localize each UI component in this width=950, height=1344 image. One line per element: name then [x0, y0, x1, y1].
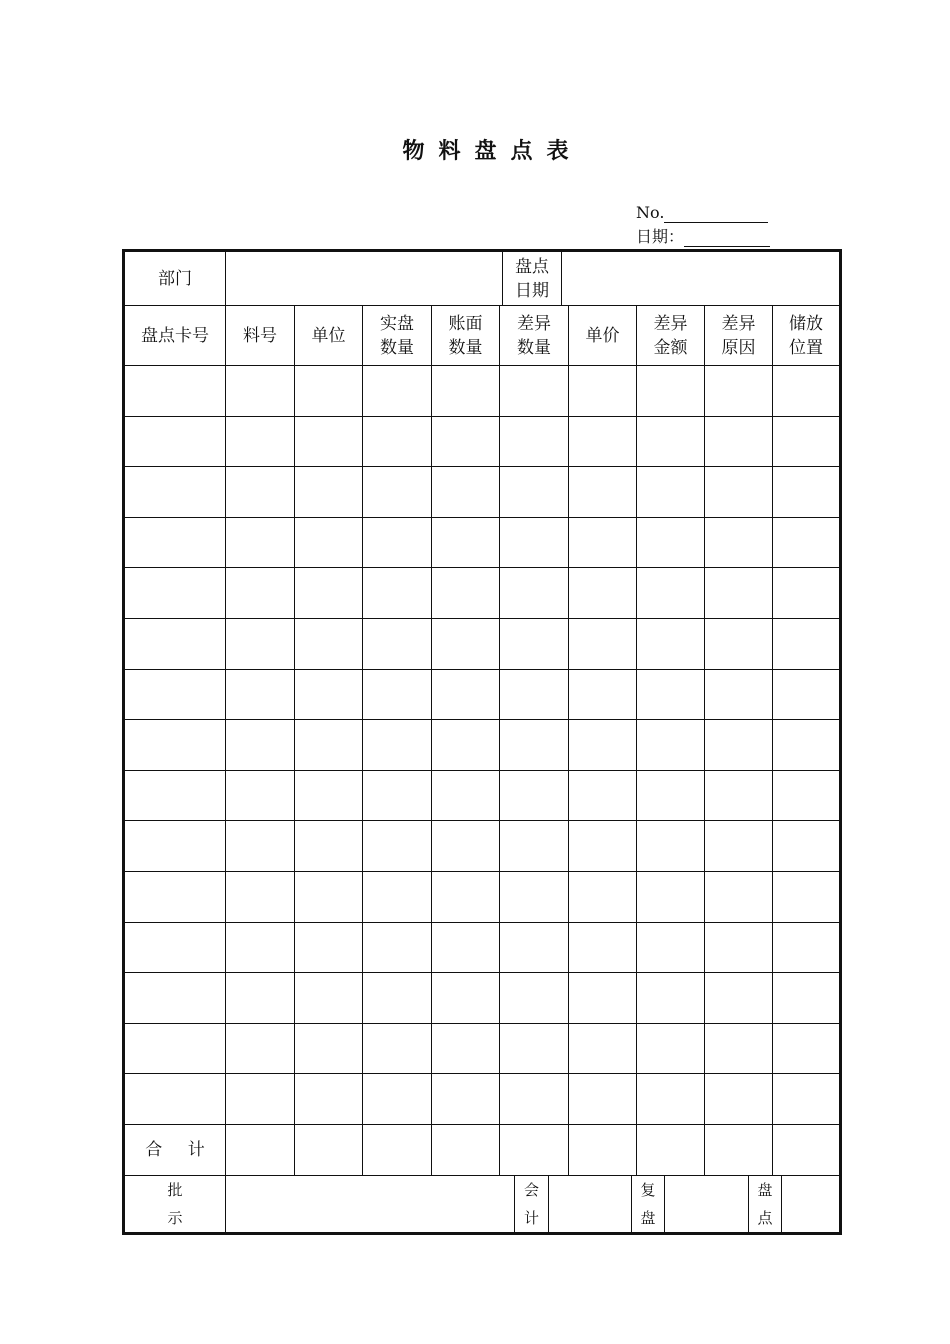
- table-cell[interactable]: [500, 872, 569, 922]
- table-cell[interactable]: [705, 670, 773, 720]
- table-cell[interactable]: [569, 1074, 637, 1124]
- table-cell[interactable]: [295, 1074, 363, 1124]
- table-cell[interactable]: [569, 568, 637, 618]
- table-row: [125, 417, 839, 468]
- approval-label-cell: [125, 1175, 226, 1232]
- header-label: 单位: [311, 325, 346, 346]
- table-cell[interactable]: [125, 1024, 226, 1074]
- table-cell[interactable]: [773, 1074, 839, 1124]
- table-cell[interactable]: [705, 821, 773, 871]
- table-cell[interactable]: [500, 568, 569, 618]
- table-cell[interactable]: [773, 720, 839, 770]
- table-cell[interactable]: [500, 619, 569, 669]
- table-cell[interactable]: [226, 973, 295, 1023]
- table-cell[interactable]: [295, 771, 363, 821]
- table-cell[interactable]: [363, 518, 432, 568]
- table-cell[interactable]: [226, 923, 295, 973]
- table-row: [125, 1074, 839, 1125]
- table-cell[interactable]: [637, 670, 705, 720]
- table-cell[interactable]: [705, 467, 773, 517]
- table-cell[interactable]: [125, 619, 226, 669]
- table-cell[interactable]: [500, 1074, 569, 1124]
- table-cell[interactable]: [125, 366, 226, 416]
- table-cell[interactable]: [569, 1125, 637, 1175]
- form-title: 物料盘点表: [402, 139, 583, 164]
- table-cell[interactable]: [432, 417, 500, 467]
- table-cell[interactable]: [773, 1024, 839, 1074]
- table-cell[interactable]: [432, 923, 500, 973]
- table-cell[interactable]: [637, 366, 705, 416]
- table-cell[interactable]: [226, 1024, 295, 1074]
- table-cell[interactable]: [773, 670, 839, 720]
- table-cell[interactable]: [500, 670, 569, 720]
- department-label: 部门: [158, 268, 192, 289]
- table-cell[interactable]: [125, 417, 226, 467]
- table-cell[interactable]: [295, 518, 363, 568]
- table-cell[interactable]: [226, 872, 295, 922]
- department-field[interactable]: [226, 252, 503, 305]
- table-cell[interactable]: [569, 821, 637, 871]
- table-cell[interactable]: [637, 720, 705, 770]
- header-label: 差异 金额: [653, 313, 688, 358]
- header-cell: [125, 306, 226, 365]
- table-cell[interactable]: [295, 366, 363, 416]
- table-cell[interactable]: [295, 1024, 363, 1074]
- table-cell[interactable]: [773, 467, 839, 517]
- table-cell[interactable]: [500, 366, 569, 416]
- table-cell[interactable]: [569, 619, 637, 669]
- table-cell[interactable]: [773, 619, 839, 669]
- table-cell[interactable]: [125, 973, 226, 1023]
- table-cell[interactable]: [500, 923, 569, 973]
- header-cell: [637, 306, 705, 365]
- table-cell[interactable]: [432, 670, 500, 720]
- table-cell[interactable]: [637, 417, 705, 467]
- header-cell: [705, 306, 773, 365]
- table-cell[interactable]: [363, 366, 432, 416]
- table-cell[interactable]: [637, 771, 705, 821]
- table-cell[interactable]: [432, 720, 500, 770]
- signature-row: [125, 1175, 839, 1232]
- table-cell[interactable]: [637, 1024, 705, 1074]
- table-row: [125, 872, 839, 923]
- table-cell[interactable]: [500, 973, 569, 1023]
- table-cell[interactable]: [569, 366, 637, 416]
- table-row: [125, 467, 839, 518]
- header-cell: [363, 306, 432, 365]
- accounting-label: 会 计: [523, 1180, 539, 1227]
- table-cell[interactable]: [773, 366, 839, 416]
- form-date-label: 日期：: [636, 227, 685, 246]
- table-cell[interactable]: [295, 720, 363, 770]
- table-row: [125, 973, 839, 1024]
- table-cell[interactable]: [705, 568, 773, 618]
- table-cell[interactable]: [773, 518, 839, 568]
- table-cell[interactable]: [705, 518, 773, 568]
- department-label-cell: [125, 252, 226, 305]
- table-cell[interactable]: [705, 872, 773, 922]
- table-cell[interactable]: [226, 518, 295, 568]
- table-cell[interactable]: [363, 973, 432, 1023]
- table-cell[interactable]: [500, 417, 569, 467]
- table-cell[interactable]: [432, 1074, 500, 1124]
- table-cell[interactable]: [705, 923, 773, 973]
- table-cell[interactable]: [773, 973, 839, 1023]
- review-field[interactable]: [665, 1175, 749, 1232]
- table-cell[interactable]: [773, 923, 839, 973]
- accounting-field[interactable]: [549, 1175, 632, 1232]
- count-date-label: 盘点 日期: [515, 256, 549, 301]
- table-cell[interactable]: [705, 619, 773, 669]
- table-row: [125, 1024, 839, 1075]
- table-cell[interactable]: [569, 417, 637, 467]
- table-cell[interactable]: [500, 720, 569, 770]
- table-cell[interactable]: [432, 366, 500, 416]
- table-cell[interactable]: [500, 1125, 569, 1175]
- accounting-label-cell: [515, 1175, 549, 1232]
- table-cell[interactable]: [637, 467, 705, 517]
- review-label-cell: [632, 1175, 665, 1232]
- table-cell[interactable]: [773, 771, 839, 821]
- table-cell[interactable]: [569, 923, 637, 973]
- form-number-field[interactable]: [664, 206, 768, 223]
- table-cell[interactable]: [363, 1125, 432, 1175]
- table-cell[interactable]: [705, 1074, 773, 1124]
- table-row: [125, 366, 839, 417]
- table-row: [125, 670, 839, 721]
- table-cell[interactable]: [637, 1074, 705, 1124]
- table-cell[interactable]: [569, 670, 637, 720]
- review-label: 复 盘: [640, 1180, 656, 1227]
- count-date-field[interactable]: [562, 252, 839, 305]
- table-cell[interactable]: [773, 568, 839, 618]
- table-cell[interactable]: [125, 568, 226, 618]
- table-cell[interactable]: [125, 771, 226, 821]
- table-cell[interactable]: [226, 821, 295, 871]
- department-row: [125, 252, 839, 306]
- approval-label: 批 示: [167, 1180, 183, 1227]
- header-label: 储放 位置: [789, 313, 823, 358]
- table-cell[interactable]: [705, 1024, 773, 1074]
- total-row: [125, 1125, 839, 1176]
- header-cell: [773, 306, 839, 365]
- table-cell[interactable]: [363, 619, 432, 669]
- table-cell[interactable]: [363, 821, 432, 871]
- table-cell[interactable]: [569, 518, 637, 568]
- table-row: [125, 821, 839, 872]
- table-cell[interactable]: [363, 670, 432, 720]
- table-cell[interactable]: [363, 467, 432, 517]
- table-cell[interactable]: [125, 518, 226, 568]
- table-cell[interactable]: [226, 619, 295, 669]
- table-cell[interactable]: [500, 467, 569, 517]
- table-cell[interactable]: [637, 619, 705, 669]
- table-cell[interactable]: [226, 1074, 295, 1124]
- header-cell: [295, 306, 363, 365]
- table-cell[interactable]: [363, 771, 432, 821]
- table-cell[interactable]: [569, 771, 637, 821]
- table-cell[interactable]: [295, 670, 363, 720]
- table-cell[interactable]: [226, 467, 295, 517]
- table-cell[interactable]: [432, 771, 500, 821]
- table-cell[interactable]: [500, 771, 569, 821]
- table-cell[interactable]: [569, 467, 637, 517]
- table-cell[interactable]: [637, 973, 705, 1023]
- header-label: 料号: [243, 325, 277, 346]
- count-date-label-cell: [503, 252, 562, 305]
- approval-field[interactable]: [226, 1175, 515, 1232]
- counter-field[interactable]: [782, 1175, 839, 1232]
- table-cell[interactable]: [569, 872, 637, 922]
- table-cell[interactable]: [569, 720, 637, 770]
- table-row: [125, 619, 839, 670]
- form-number-label: No.: [636, 203, 665, 222]
- table-cell[interactable]: [637, 872, 705, 922]
- table-cell[interactable]: [363, 720, 432, 770]
- table-cell[interactable]: [432, 973, 500, 1023]
- table-cell[interactable]: [295, 923, 363, 973]
- table-cell[interactable]: [637, 1125, 705, 1175]
- form-date-line: [636, 227, 770, 247]
- table-cell[interactable]: [363, 872, 432, 922]
- table-cell[interactable]: [295, 568, 363, 618]
- table-cell[interactable]: [226, 366, 295, 416]
- table-cell[interactable]: [432, 1024, 500, 1074]
- table-cell[interactable]: [226, 771, 295, 821]
- header-label: 实盘 数量: [380, 313, 414, 358]
- table-cell[interactable]: [569, 973, 637, 1023]
- table-cell[interactable]: [500, 821, 569, 871]
- table-cell[interactable]: [705, 720, 773, 770]
- header-label: 差异 数量: [517, 313, 551, 358]
- table-cell[interactable]: [226, 568, 295, 618]
- table-cell[interactable]: [125, 1074, 226, 1124]
- table-cell[interactable]: [432, 872, 500, 922]
- table-cell[interactable]: [125, 821, 226, 871]
- table-cell[interactable]: [569, 1024, 637, 1074]
- table-cell[interactable]: [295, 619, 363, 669]
- table-cell[interactable]: [226, 720, 295, 770]
- table-cell[interactable]: [705, 366, 773, 416]
- table-row: [125, 568, 839, 619]
- table-cell[interactable]: [432, 467, 500, 517]
- table-row: [125, 518, 839, 569]
- table-cell[interactable]: [295, 973, 363, 1023]
- table-cell[interactable]: [226, 417, 295, 467]
- counter-label: 盘 点: [757, 1180, 773, 1227]
- total-label: 合 计: [145, 1139, 215, 1160]
- table-cell[interactable]: [363, 1074, 432, 1124]
- table-row: [125, 771, 839, 822]
- table-cell[interactable]: [705, 1125, 773, 1175]
- table-cell[interactable]: [773, 821, 839, 871]
- header-label: 单价: [585, 325, 620, 346]
- table-cell[interactable]: [295, 467, 363, 517]
- table-cell[interactable]: [125, 923, 226, 973]
- header-label: 账面 数量: [448, 313, 483, 358]
- header-cell: [569, 306, 637, 365]
- table-cell[interactable]: [363, 1024, 432, 1074]
- table-cell[interactable]: [432, 821, 500, 871]
- counter-label-cell: [749, 1175, 782, 1232]
- inventory-sheet: [122, 249, 842, 1235]
- table-cell[interactable]: [432, 518, 500, 568]
- table-cell[interactable]: [705, 771, 773, 821]
- table-cell[interactable]: [637, 821, 705, 871]
- table-header-row: [125, 306, 839, 366]
- table-cell[interactable]: [705, 417, 773, 467]
- table-cell[interactable]: [295, 872, 363, 922]
- table-cell[interactable]: [295, 1125, 363, 1175]
- table-cell[interactable]: [125, 467, 226, 517]
- table-cell[interactable]: [125, 872, 226, 922]
- table-row: [125, 720, 839, 771]
- table-cell[interactable]: [295, 417, 363, 467]
- header-label: 盘点卡号: [141, 325, 209, 346]
- header-cell: [432, 306, 500, 365]
- table-cell[interactable]: [500, 518, 569, 568]
- form-number-line: [636, 203, 768, 223]
- table-cell[interactable]: [363, 417, 432, 467]
- table-cell[interactable]: [432, 568, 500, 618]
- table-cell[interactable]: [637, 923, 705, 973]
- header-cell: [226, 306, 295, 365]
- table-cell[interactable]: [773, 872, 839, 922]
- header-cell: [500, 306, 569, 365]
- table-cell[interactable]: [363, 923, 432, 973]
- table-cell[interactable]: [226, 670, 295, 720]
- table-cell[interactable]: [773, 1125, 839, 1175]
- table-cell[interactable]: [125, 670, 226, 720]
- table-cell[interactable]: [705, 973, 773, 1023]
- table-cell[interactable]: [125, 720, 226, 770]
- table-cell[interactable]: [637, 518, 705, 568]
- table-cell[interactable]: [637, 568, 705, 618]
- table-cell[interactable]: [773, 417, 839, 467]
- total-label-cell: [125, 1125, 226, 1175]
- table-cell[interactable]: [432, 619, 500, 669]
- table-cell[interactable]: [226, 1125, 295, 1175]
- table-cell[interactable]: [295, 821, 363, 871]
- table-cell[interactable]: [363, 568, 432, 618]
- table-row: [125, 923, 839, 974]
- table-cell[interactable]: [432, 1125, 500, 1175]
- table-cell[interactable]: [500, 1024, 569, 1074]
- form-date-field[interactable]: [684, 230, 770, 247]
- header-label: 差异 原因: [721, 313, 756, 358]
